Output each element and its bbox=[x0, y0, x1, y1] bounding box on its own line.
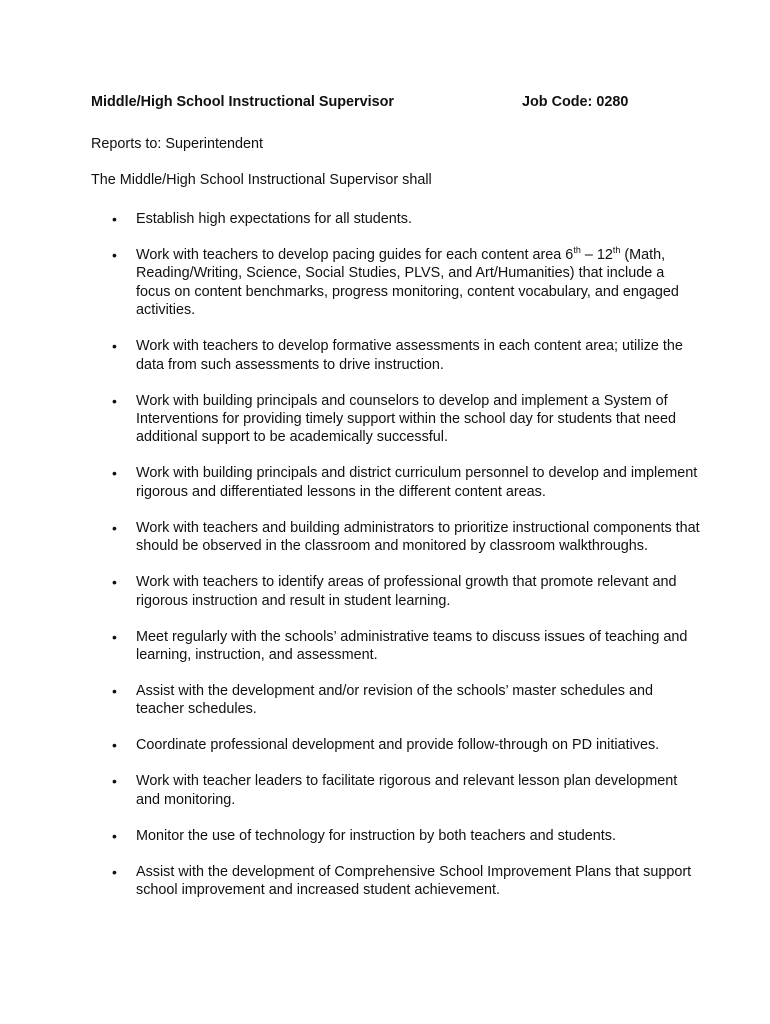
bullet-icon: • bbox=[112, 247, 117, 263]
list-item: • Monitor the use of technology for instruction by both teachers and students. bbox=[112, 827, 616, 844]
list-item: • Work with teachers to identify areas of professional growth that promote relevant and rigorous instruction and result in student learning. bbox=[112, 574, 677, 609]
duties-list bbox=[112, 210, 702, 917]
bullet-icon: • bbox=[112, 737, 117, 754]
bullet-icon: • bbox=[112, 683, 117, 700]
bullet-icon: • bbox=[112, 574, 117, 591]
bullet-icon: • bbox=[112, 392, 117, 409]
list-item: • Work with teacher leaders to facilitate rigorous and relevant lesson plan development and monitoring. bbox=[112, 773, 678, 808]
bullet-icon: • bbox=[112, 465, 117, 482]
bullet-icon: • bbox=[112, 338, 117, 355]
list-item: • Work with teachers to develop pacing guides for each content area 6th – 12th (Math, Reading/Writing, Science, Social Studies, PLVS, and Art/Humanities) that include a focus on content benchmarks, progress monitoring, content vocabulary, and engaged activities. bbox=[112, 245, 679, 319]
bullet-icon: • bbox=[112, 628, 117, 645]
list-item: • Meet regularly with the schools’ administrative teams to discuss issues of teaching and learning, instruction, and assessment. bbox=[112, 628, 688, 664]
list-item: • Coordinate professional development and provide follow-through on PD initiatives. bbox=[112, 737, 660, 754]
bullet-icon: • bbox=[112, 211, 117, 227]
list-item: • Work with teachers to develop formative assessments in each content area; utilize the data from such assessments to drive instruction. bbox=[112, 338, 683, 373]
list-item: • Work with teachers and building administrators to prioritize instructional components that should be observed in the classroom and monitored by classroom walkthroughs. bbox=[112, 519, 700, 555]
bullet-icon: • bbox=[112, 773, 117, 790]
job-title: Middle/High School Instructional Supervisor bbox=[91, 94, 395, 110]
bullet-icon: • bbox=[112, 519, 117, 536]
list-item: • Establish high expectations for all students. bbox=[112, 211, 412, 227]
list-item: • Work with building principals and counselors to develop and implement a System of Interventions for providing timely support within the school day for students that need additional support to be academically successful. bbox=[112, 392, 676, 446]
bullet-icon: • bbox=[112, 827, 117, 844]
list-item: • Work with building principals and district curriculum personnel to develop and implement rigorous and differentiated lessons in the different content areas. bbox=[112, 465, 698, 500]
bullet-icon: • bbox=[112, 863, 117, 880]
reports-to: Reports to: Superintendent bbox=[91, 136, 263, 152]
list-item: • Assist with the development of Comprehensive School Improvement Plans that support school improvement and increased student achievement. bbox=[112, 863, 692, 899]
list-item: • Assist with the development and/or revision of the schools’ master schedules and teacher schedules. bbox=[112, 683, 654, 718]
intro-sentence: The Middle/High School Instructional Supervisor shall bbox=[91, 172, 432, 188]
job-code: Job Code: 0280 bbox=[522, 94, 629, 110]
